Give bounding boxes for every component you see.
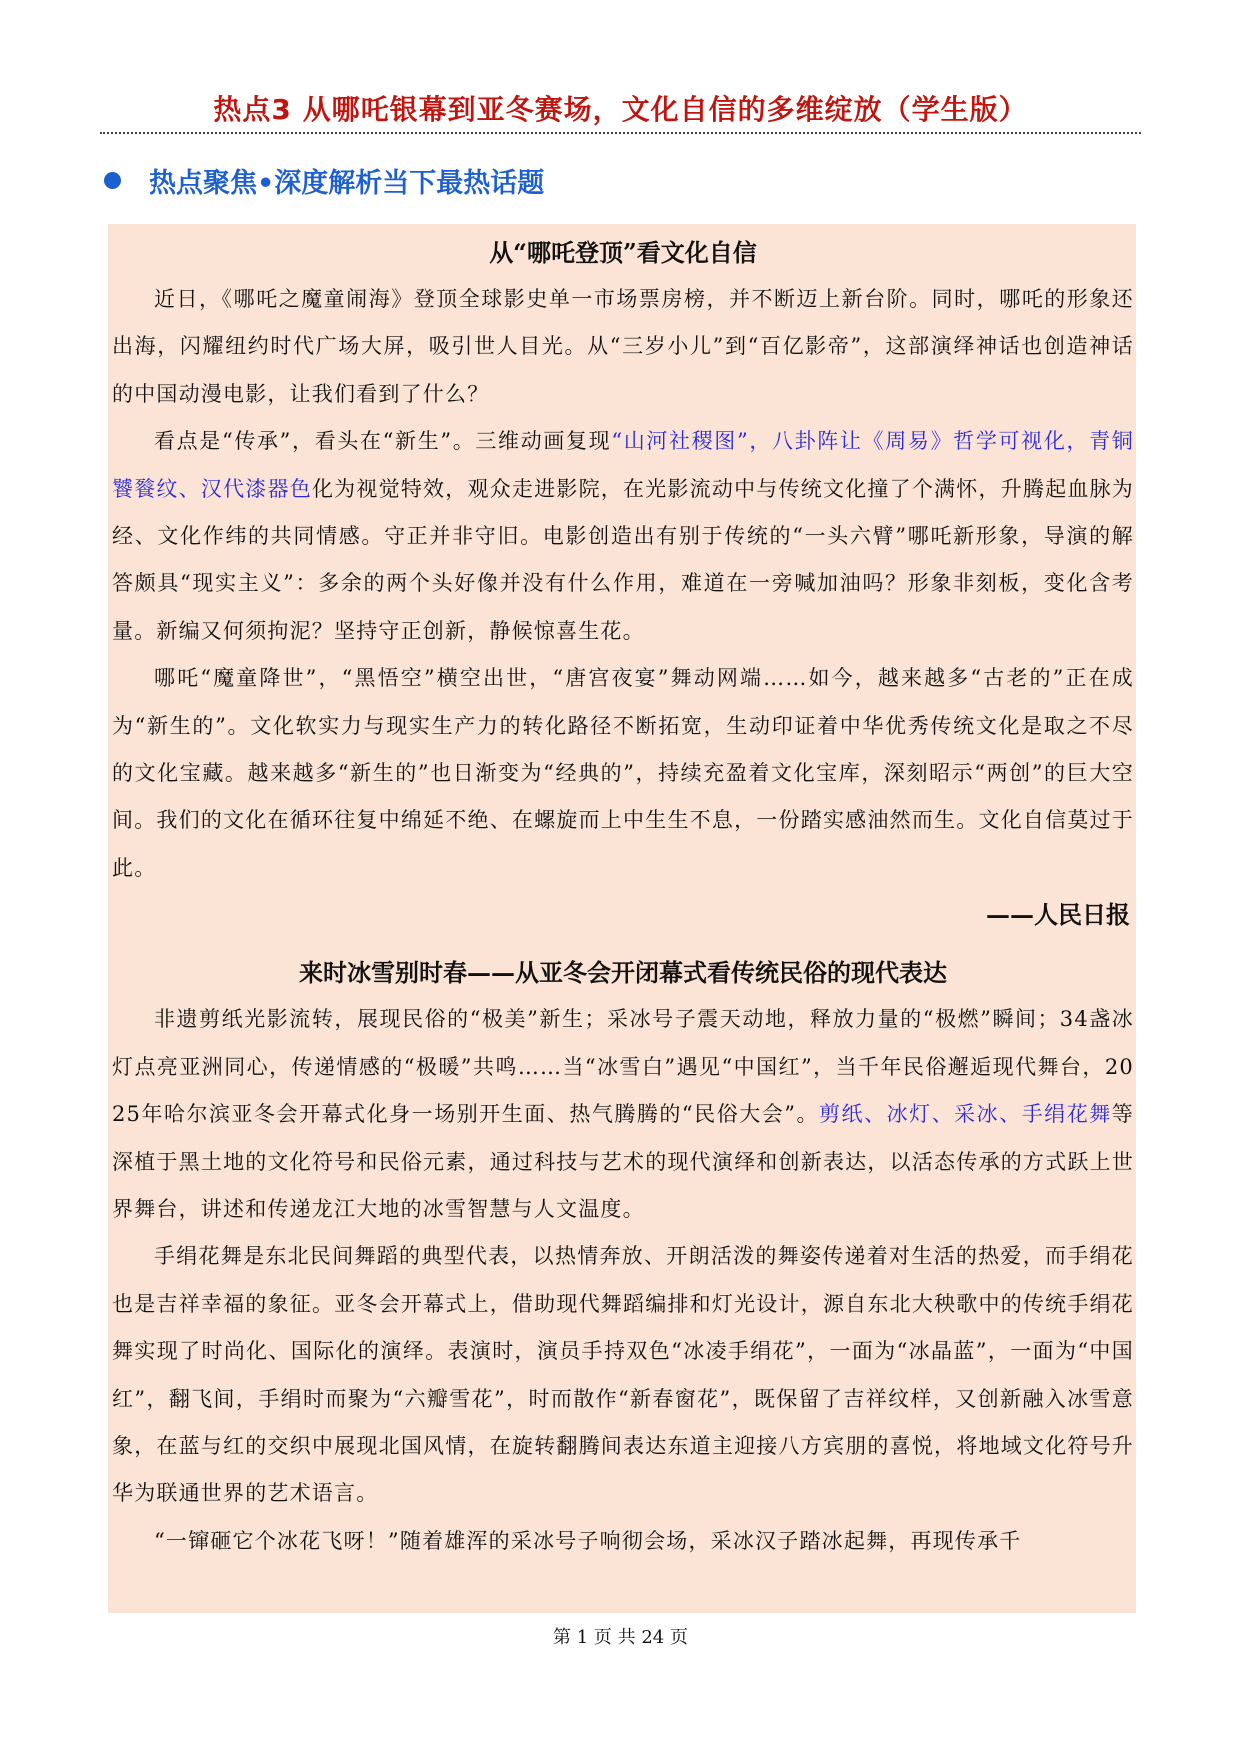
article-1-paragraph-2 [112,418,1134,655]
article-source: ——人民日报 [986,900,1130,930]
content-box [108,224,1136,1613]
bullet-icon [104,172,121,189]
paragraph-text: 非遗剪纸光影流转，展现民俗的“极美”新生；采冰号子震天动地，释放力量的“极燃”瞬间；34盏冰灯点亮亚洲同心，传递情感的“极暖”共鸣……当“冰雪白”遇见“中国红”，当千年民俗邂逅现代舞台，2025年哈尔滨亚冬会开幕式化身一场别开生面、热气腾腾的“民俗大会”。 [112,1007,1134,1127]
article-1-paragraph-1: 近日，《哪吒之魔童闹海》登顶全球影史单一市场票房榜，并不断迈上新台阶。同时，哪吒的形象还出海，闪耀纽约时代广场大屏，吸引世人目光。从“三岁小儿”到“百亿影帝”，这部演绎神话也创造神话的中国动漫电影，让我们看到了什么？ [112,287,1134,406]
paragraph-text: 看点是“传承”，看头在“新生”。三维动画复现 [154,429,612,454]
article-2-paragraph-2: 手绢花舞是东北民间舞蹈的典型代表，以热情奔放、开朗活泼的舞姿传递着对生活的热爱，而手绢花也是吉祥幸福的象征。亚冬会开幕式上，借助现代舞蹈编排和灯光设计，源自东北大秧歌中的传统手绢花舞实现了时尚化、国际化的演绎。表演时，演员手持双色“冰凌手绢花”，一面为“冰晶蓝”，一面为“中国红”，翻飞间，手绢时而聚为“六瓣雪花”，时而散作“新春窗花”，既保留了吉祥纹样，又创新融入冰雪意象，在蓝与红的交织中展现北国风情，在旋转翻腾间表达东道主迎接八方宾朋的喜悦，将地域文化符号升华为联通世界的艺术语言。 [112,1244,1134,1506]
title-divider [100,132,1141,134]
highlighted-text: “山河社稷图”，八卦阵让《周易》哲学可视化，青铜饕餮纹、汉代漆器色 [112,429,1134,501]
highlighted-text: 剪纸、冰灯、采冰、手绢花舞 [819,1102,1112,1127]
page-number: 第 1 页 共 24 页 [553,1627,688,1648]
article-2-paragraph-1 [112,996,1134,1233]
article-title-1: 从“哪吒登顶”看文化自信 [489,238,757,267]
section-heading-label: 热点聚焦•深度解析当下最热话题 [149,167,545,199]
document-title: 热点3 从哪吒银幕到亚冬赛场，文化自信的多维绽放（学生版） [213,93,1028,126]
section-heading [104,160,544,200]
article-title-2: 来时冰雪别时春——从亚冬会开闭幕式看传统民俗的现代表达 [299,958,947,988]
paragraph-text: 等深植于黑土地的文化符号和民俗元素，通过科技与艺术的现代演绎和创新表达，以活态传承的方式跃上世界舞台，讲述和传递龙江大地的冰雪智慧与人文温度。 [112,1102,1134,1221]
paragraph-text: 化为视觉特效，观众走进影院，在光影流动中与传统文化撞了个满怀，升腾起血脉为经、文化作纬的共同情感。守正并非守旧。电影创造出有别于传统的“一头六臂”哪吒新形象，导演的解答颇具“现实主义”：多余的两个头好像并没有什么作用，难道在一旁喊加油吗？形象非刻板，变化含考量。新编又何须拘泥？坚持守正创新，静候惊喜生花。 [112,476,1134,643]
article-1-paragraph-3: 哪吒“魔童降世”，“黑悟空”横空出世，“唐宫夜宴”舞动网端……如今，越来越多“古老的”正在成为“新生的”。文化软实力与现实生产力的转化路径不断拓宽，生动印证着中华优秀传统文化是取之不尽的文化宝藏。越来越多“新生的”也日渐变为“经典的”，持续充盈着文化宝库，深刻昭示“两创”的巨大空间。我们的文化在循环往复中绵延不绝、在螺旋而上中生生不息，一份踏实感油然而生。文化自信莫过于此。 [112,666,1134,880]
article-2-paragraph-3: “一镩砸它个冰花飞呀！”随着雄浑的采冰号子响彻会场，采冰汉子踏冰起舞，再现传承千 [154,1528,1022,1553]
